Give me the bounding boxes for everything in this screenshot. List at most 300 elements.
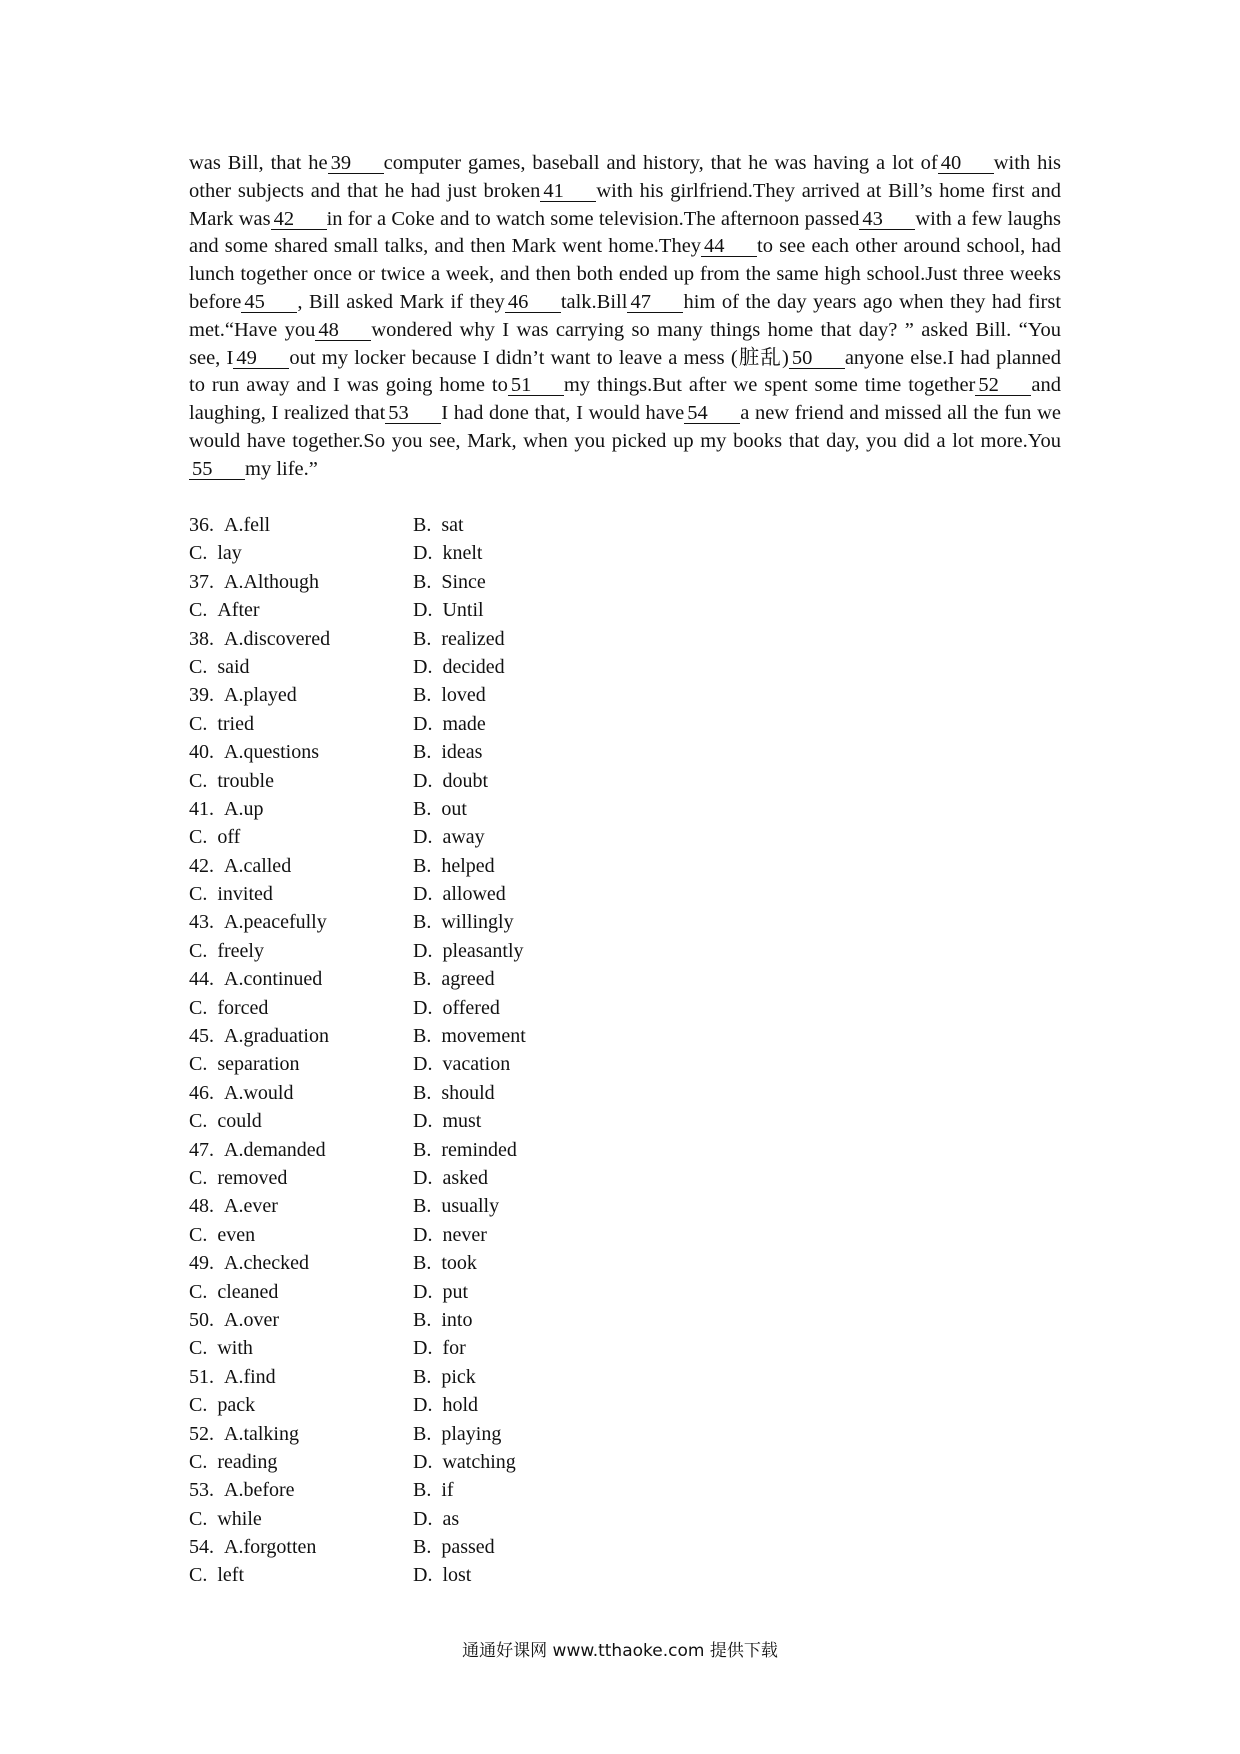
option-b: [413, 568, 486, 596]
option-c-text: separation: [217, 1053, 300, 1076]
option-d: [413, 596, 484, 624]
option-d-letter: D.: [413, 769, 433, 792]
option-b-letter: B.: [413, 570, 432, 593]
option-a: [189, 1306, 279, 1334]
option-d-text: offered: [442, 996, 500, 1019]
question-number: 39.: [189, 684, 214, 707]
option-c-letter: C.: [189, 1223, 208, 1246]
option-c-text: reading: [217, 1450, 278, 1473]
option-c: [189, 937, 264, 965]
question-number: 40.: [189, 741, 214, 764]
question-number: 49.: [189, 1252, 214, 1275]
option-d-letter: D.: [413, 655, 433, 678]
question-row: [189, 1391, 789, 1419]
option-d-text: put: [442, 1280, 469, 1303]
passage-segment: in for a Coke and to watch some television.The afternoon passed: [326, 207, 860, 230]
option-a: [189, 1022, 329, 1050]
option-d: [413, 1334, 466, 1362]
question-row: [189, 1505, 789, 1533]
option-b-letter: B.: [413, 1536, 432, 1559]
option-d-text: watching: [442, 1450, 516, 1473]
option-d-text: for: [442, 1337, 466, 1360]
option-c-text: freely: [217, 939, 264, 962]
option-d-text: vacation: [442, 1053, 511, 1076]
option-c-text: cleaned: [217, 1280, 279, 1303]
option-c-letter: C.: [189, 996, 208, 1019]
question-row: [189, 795, 789, 823]
question-number: 41.: [189, 797, 214, 820]
option-b: [413, 1363, 476, 1391]
option-c-text: off: [217, 826, 241, 849]
question-row: [189, 681, 789, 709]
option-d: [413, 880, 506, 908]
option-b-text: loved: [441, 684, 486, 707]
question-number: 42.: [189, 854, 214, 877]
option-a: [189, 625, 330, 653]
option-a-text: A.would: [224, 1081, 294, 1104]
question-row: [189, 1192, 789, 1220]
question-number: 48.: [189, 1195, 214, 1218]
option-c: [189, 1278, 278, 1306]
option-b-text: ideas: [441, 741, 483, 764]
option-b-text: passed: [441, 1536, 495, 1559]
blank-39: 39: [328, 154, 384, 174]
option-b: [413, 965, 495, 993]
question-number: 54.: [189, 1536, 214, 1559]
question-number: 47.: [189, 1138, 214, 1161]
option-d: [413, 767, 488, 795]
question-row: [189, 738, 789, 766]
option-b-text: helped: [441, 854, 495, 877]
option-a-text: A.discovered: [224, 627, 331, 650]
option-c-letter: C.: [189, 1337, 208, 1360]
blank-41: 41: [540, 182, 596, 202]
option-b: [413, 738, 482, 766]
option-b-letter: B.: [413, 1195, 432, 1218]
option-d-letter: D.: [413, 1053, 433, 1076]
option-c-text: even: [217, 1223, 256, 1246]
option-c-text: pack: [217, 1394, 256, 1417]
option-d-letter: D.: [413, 1166, 433, 1189]
passage-segment: to see each other around school, had lunch together once or twice a week, and then both ended up from the same high school.Just three weeks before: [189, 235, 1061, 313]
option-b-letter: B.: [413, 1479, 432, 1502]
question-row: [189, 823, 789, 851]
question-row: [189, 1363, 789, 1391]
option-b: [413, 1192, 499, 1220]
option-b: [413, 1136, 517, 1164]
option-d: [413, 1505, 459, 1533]
option-c-letter: C.: [189, 1564, 208, 1587]
option-b-letter: B.: [413, 1252, 432, 1275]
blank-43: 43: [859, 210, 915, 230]
option-d: [413, 1221, 487, 1249]
option-b: [413, 1249, 477, 1277]
option-a-text: A.checked: [224, 1252, 309, 1275]
question-row: [189, 880, 789, 908]
option-b-letter: B.: [413, 684, 432, 707]
option-b-text: should: [441, 1081, 495, 1104]
blank-54: 54: [684, 404, 740, 424]
option-b-letter: B.: [413, 1365, 432, 1388]
option-c: [189, 1391, 255, 1419]
option-c: [189, 539, 242, 567]
option-b: [413, 1420, 501, 1448]
option-c-text: After: [217, 599, 260, 622]
option-b: [413, 625, 505, 653]
option-b-text: into: [441, 1308, 473, 1331]
passage-text: [189, 150, 1061, 484]
option-c-text: could: [217, 1110, 262, 1133]
option-a: [189, 1476, 295, 1504]
question-row: [189, 539, 789, 567]
option-c-text: lay: [217, 542, 242, 565]
passage-segment: a new friend and missed all the fun we would have together.So you see, Mark, when you picked up my books that day, you did a lot more.You: [189, 402, 1061, 452]
passage-segment: with his girlfriend.They arrived at Bill’s home first and Mark was: [189, 179, 1061, 230]
option-b-text: realized: [441, 627, 505, 650]
footer-credit: 通通好课网 www.tthaoke.com 提供下载: [462, 1641, 778, 1661]
option-b-text: pick: [441, 1365, 476, 1388]
passage-segment: was Bill, that he: [189, 152, 328, 174]
option-b: [413, 795, 467, 823]
question-row: [189, 1079, 789, 1107]
question-row: [189, 1022, 789, 1050]
option-d-letter: D.: [413, 1337, 433, 1360]
passage-segment: talk.Bill: [560, 290, 628, 313]
option-c-text: tried: [217, 712, 254, 735]
option-a-text: A.ever: [224, 1195, 278, 1218]
option-b-letter: B.: [413, 968, 432, 991]
question-row: [189, 653, 789, 681]
question-number: 53.: [189, 1479, 214, 1502]
option-d-letter: D.: [413, 1450, 433, 1473]
option-d-letter: D.: [413, 1223, 433, 1246]
option-a-text: A.over: [224, 1308, 279, 1331]
option-d-letter: D.: [413, 542, 433, 565]
option-b-text: if: [441, 1479, 454, 1502]
option-b-text: playing: [441, 1422, 502, 1445]
option-c-text: said: [217, 655, 250, 678]
option-d-letter: D.: [413, 1394, 433, 1417]
question-row: [189, 1136, 789, 1164]
question-row: [189, 994, 789, 1022]
option-c: [189, 823, 240, 851]
option-c: [189, 596, 260, 624]
option-b: [413, 1022, 526, 1050]
passage-segment: and laughing, I realized that: [189, 374, 1061, 425]
blank-45: 45: [241, 293, 297, 313]
option-c-text: removed: [217, 1166, 288, 1189]
option-b-text: out: [441, 797, 467, 820]
option-a-text: A.talking: [224, 1422, 299, 1445]
option-d-text: asked: [442, 1166, 488, 1189]
option-d-text: allowed: [442, 883, 506, 906]
option-c-letter: C.: [189, 1110, 208, 1133]
passage-segment: my things.But after we spent some time together: [563, 374, 976, 397]
question-number: 43.: [189, 911, 214, 934]
question-row: [189, 1334, 789, 1362]
option-c: [189, 1561, 244, 1589]
passage-segment: him of the day years ago when they had first met.“Have you: [189, 290, 1062, 341]
question-number: 51.: [189, 1365, 214, 1388]
question-number: 46.: [189, 1081, 214, 1104]
option-c-letter: C.: [189, 712, 208, 735]
option-d-letter: D.: [413, 996, 433, 1019]
option-b: [413, 681, 486, 709]
question-row: [189, 1221, 789, 1249]
option-d-text: Until: [442, 599, 484, 622]
question-row: [189, 710, 789, 738]
option-b-text: took: [441, 1252, 477, 1275]
option-c-text: invited: [217, 883, 273, 906]
option-c: [189, 1164, 287, 1192]
answer-options: [189, 511, 789, 1590]
question-row: [189, 1448, 789, 1476]
option-a: [189, 1079, 293, 1107]
question-row: [189, 1107, 789, 1135]
option-d-text: pleasantly: [442, 939, 524, 962]
option-a: [189, 1363, 276, 1391]
option-b: [413, 1079, 495, 1107]
option-b: [413, 1533, 495, 1561]
option-c-letter: C.: [189, 1166, 208, 1189]
question-row: [189, 625, 789, 653]
option-d: [413, 1164, 488, 1192]
question-row: [189, 1533, 789, 1561]
option-c-letter: C.: [189, 542, 208, 565]
option-c: [189, 1334, 253, 1362]
blank-42: 42: [271, 210, 327, 230]
option-d: [413, 1561, 471, 1589]
option-a-text: A.forgotten: [224, 1536, 317, 1559]
option-c-letter: C.: [189, 1450, 208, 1473]
option-c-letter: C.: [189, 599, 208, 622]
option-a-text: A.demanded: [224, 1138, 326, 1161]
option-a: [189, 1249, 309, 1277]
option-d-letter: D.: [413, 939, 433, 962]
option-d: [413, 1278, 468, 1306]
option-c: [189, 1221, 255, 1249]
question-row: [189, 1050, 789, 1078]
option-a-text: A.fell: [224, 514, 271, 536]
option-d-text: knelt: [442, 542, 483, 565]
option-d-letter: D.: [413, 1280, 433, 1303]
option-b-letter: B.: [413, 1081, 432, 1104]
option-c-letter: C.: [189, 826, 208, 849]
option-d-letter: D.: [413, 826, 433, 849]
option-b-text: usually: [441, 1195, 500, 1218]
question-row: [189, 1420, 789, 1448]
option-c: [189, 1050, 300, 1078]
option-d: [413, 994, 500, 1022]
option-a-text: A.called: [224, 854, 292, 877]
option-c: [189, 880, 273, 908]
option-d: [413, 1391, 478, 1419]
option-c-letter: C.: [189, 1394, 208, 1417]
option-a-text: A.continued: [224, 968, 323, 991]
option-d-text: hold: [442, 1394, 479, 1417]
question-number: 38.: [189, 627, 214, 650]
option-d-text: must: [442, 1110, 482, 1133]
option-b-text: agreed: [441, 968, 495, 991]
passage-segment: anyone else.I had planned to run away and I was going home to: [189, 346, 1061, 397]
option-a-text: A.find: [224, 1365, 276, 1388]
option-b: [413, 908, 514, 936]
option-c: [189, 710, 254, 738]
option-c-letter: C.: [189, 769, 208, 792]
question-number: 44.: [189, 968, 214, 991]
option-b-text: sat: [441, 514, 464, 536]
option-d-text: away: [442, 826, 485, 849]
option-c-letter: C.: [189, 1053, 208, 1076]
passage-segment: wondered why I was carrying so many things home that day? ” asked Bill. “You see, I: [189, 318, 1061, 369]
question-row: [189, 596, 789, 624]
blank-50: 50: [789, 349, 845, 369]
option-a: [189, 681, 297, 709]
option-d-text: made: [442, 712, 486, 735]
option-b-letter: B.: [413, 797, 432, 820]
option-b-letter: B.: [413, 911, 432, 934]
option-c-letter: C.: [189, 883, 208, 906]
question-row: [189, 908, 789, 936]
question-number: 45.: [189, 1025, 214, 1048]
question-number: 36.: [189, 514, 214, 536]
option-a-text: A.played: [224, 684, 297, 707]
option-b-text: willingly: [441, 911, 514, 934]
blank-51: 51: [508, 376, 564, 396]
option-b-letter: B.: [413, 627, 432, 650]
option-d-text: lost: [442, 1564, 472, 1587]
option-a-text: A.Although: [224, 570, 319, 593]
option-b-letter: B.: [413, 854, 432, 877]
option-d: [413, 1107, 481, 1135]
option-d-letter: D.: [413, 712, 433, 735]
question-row: [189, 1278, 789, 1306]
option-b: [413, 1476, 454, 1504]
option-c-text: with: [217, 1337, 253, 1360]
passage-segment: my life.”: [245, 457, 318, 480]
cloze-passage: [189, 150, 1061, 484]
question-row: [189, 568, 789, 596]
option-d: [413, 1448, 516, 1476]
option-c-text: left: [217, 1564, 244, 1587]
blank-46: 46: [505, 293, 561, 313]
option-b: [413, 852, 495, 880]
option-c: [189, 767, 274, 795]
option-b-letter: B.: [413, 514, 432, 536]
question-row: [189, 1164, 789, 1192]
option-a: [189, 1192, 278, 1220]
question-row: [189, 1249, 789, 1277]
option-c: [189, 1107, 262, 1135]
option-a: [189, 1533, 316, 1561]
question-row: [189, 937, 789, 965]
option-d-letter: D.: [413, 1507, 433, 1530]
option-a-text: A.before: [224, 1479, 295, 1502]
option-c-text: while: [217, 1507, 262, 1530]
option-d-text: decided: [442, 655, 505, 678]
blank-40: 40: [938, 154, 994, 174]
option-a-text: A.graduation: [224, 1025, 329, 1048]
option-d-text: as: [442, 1507, 460, 1530]
option-b: [413, 511, 464, 539]
option-c-letter: C.: [189, 939, 208, 962]
question-row: [189, 1561, 789, 1589]
option-c: [189, 1505, 262, 1533]
option-a: [189, 852, 291, 880]
question-row: [189, 1476, 789, 1504]
option-d-letter: D.: [413, 1110, 433, 1133]
option-c: [189, 653, 250, 681]
passage-segment: , Bill asked Mark if they: [297, 290, 505, 313]
question-number: 50.: [189, 1308, 214, 1331]
option-b-letter: B.: [413, 1308, 432, 1331]
option-c-text: trouble: [217, 769, 274, 792]
option-d-text: never: [442, 1223, 487, 1246]
option-a-text: A.up: [224, 797, 264, 820]
blank-49: 49: [233, 349, 289, 369]
passage-segment: out my locker because I didn’t want to leave a mess (脏乱): [289, 346, 789, 369]
passage-segment: with a few laughs and some shared small talks, and then Mark went home.They: [189, 207, 1062, 258]
option-c: [189, 994, 268, 1022]
question-row: [189, 1306, 789, 1334]
option-b-text: Since: [441, 570, 486, 593]
option-a: [189, 1136, 326, 1164]
option-c-text: forced: [217, 996, 269, 1019]
passage-segment: computer games, baseball and history, that he was having a lot of: [383, 152, 938, 174]
option-a: [189, 738, 319, 766]
option-c-letter: C.: [189, 655, 208, 678]
question-row: [189, 767, 789, 795]
question-row: [189, 511, 789, 539]
option-a: [189, 511, 270, 539]
option-d-letter: D.: [413, 1564, 433, 1587]
option-b-letter: B.: [413, 1422, 432, 1445]
option-d: [413, 1050, 510, 1078]
option-b-letter: B.: [413, 741, 432, 764]
passage-segment: I had done that, I would have: [441, 402, 685, 425]
blank-48: 48: [315, 321, 371, 341]
blank-44: 44: [701, 237, 757, 257]
option-a: [189, 965, 322, 993]
question-number: 37.: [189, 570, 214, 593]
option-d-text: doubt: [442, 769, 489, 792]
blank-55: 55: [189, 460, 245, 480]
option-d: [413, 823, 485, 851]
question-row: [189, 965, 789, 993]
blank-52: 52: [975, 376, 1031, 396]
question-number: 52.: [189, 1422, 214, 1445]
option-a: [189, 568, 319, 596]
option-a: [189, 908, 327, 936]
passage-segment: with his other subjects and that he had just broken: [189, 152, 1061, 202]
option-c: [189, 1448, 277, 1476]
option-a: [189, 1420, 299, 1448]
blank-47: 47: [627, 293, 683, 313]
option-b-text: reminded: [441, 1138, 517, 1161]
option-b-text: movement: [441, 1025, 526, 1048]
option-b-letter: B.: [413, 1138, 432, 1161]
option-d: [413, 710, 486, 738]
option-b: [413, 1306, 472, 1334]
blank-53: 53: [385, 404, 441, 424]
option-d: [413, 539, 482, 567]
option-c-letter: C.: [189, 1280, 208, 1303]
option-a-text: A.peacefully: [224, 911, 327, 934]
option-a-text: A.questions: [224, 741, 319, 764]
option-d-letter: D.: [413, 599, 433, 622]
option-d: [413, 653, 505, 681]
question-row: [189, 852, 789, 880]
